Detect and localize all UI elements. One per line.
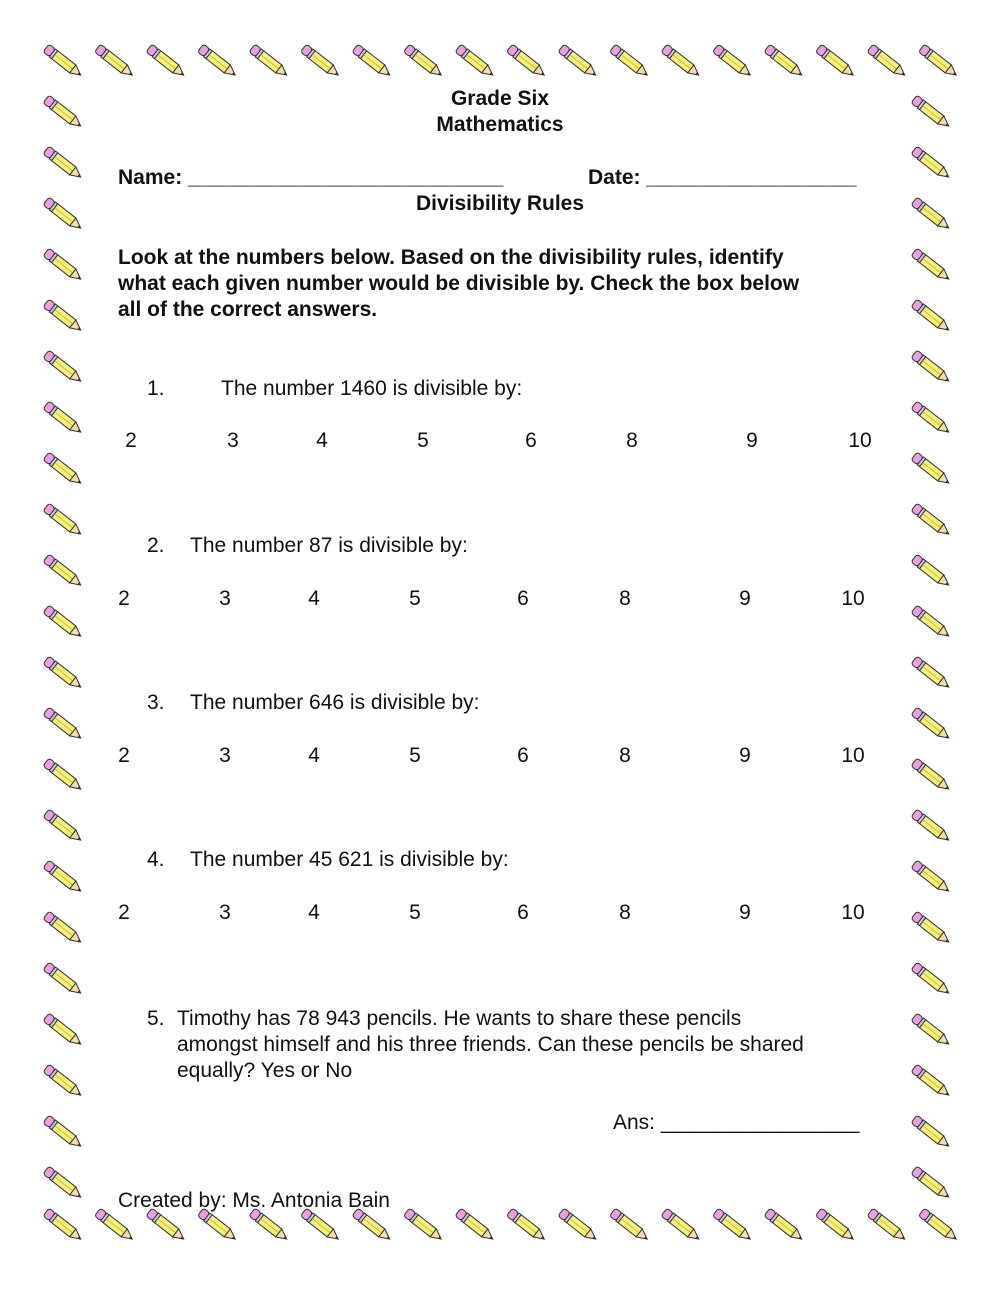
pencil-icon xyxy=(609,44,650,79)
pencil-icon xyxy=(403,44,444,79)
pencil-icon xyxy=(352,44,393,79)
pencil-icon xyxy=(911,605,952,640)
pencil-icon xyxy=(43,707,84,742)
option[interactable]: 4 xyxy=(308,744,320,767)
pencil-icon xyxy=(249,44,290,79)
pencil-icon xyxy=(558,1208,599,1243)
option[interactable]: 9 xyxy=(739,901,751,924)
option[interactable]: 6 xyxy=(517,744,529,767)
option[interactable]: 10 xyxy=(848,429,872,452)
option[interactable]: 8 xyxy=(619,744,631,767)
pencil-icon xyxy=(558,44,599,79)
option[interactable]: 8 xyxy=(626,429,638,452)
pencil-icon xyxy=(911,1064,952,1099)
option[interactable]: 3 xyxy=(219,587,231,610)
pencil-icon xyxy=(911,1166,952,1201)
pencil-icon xyxy=(300,44,341,79)
pencil-icon xyxy=(911,452,952,487)
option[interactable]: 5 xyxy=(409,587,421,610)
word-problem-line: equally? Yes or No xyxy=(177,1059,353,1082)
pencil-icon xyxy=(197,44,238,79)
pencil-icon xyxy=(43,911,84,946)
pencil-icon xyxy=(764,1208,805,1243)
page-title: Divisibility Rules xyxy=(415,192,585,215)
pencil-icon xyxy=(815,1208,856,1243)
pencil-icon xyxy=(506,44,547,79)
option[interactable]: 5 xyxy=(417,429,429,452)
option[interactable]: 2 xyxy=(118,901,130,924)
option[interactable]: 9 xyxy=(739,744,751,767)
pencil-icon xyxy=(918,1208,959,1243)
pencil-icon xyxy=(815,44,856,79)
pencil-icon xyxy=(43,1013,84,1048)
option[interactable]: 3 xyxy=(219,901,231,924)
pencil-icon xyxy=(911,146,952,181)
question-number: 1. xyxy=(147,377,165,400)
pencil-icon xyxy=(661,44,702,79)
instructions-line: all of the correct answers. xyxy=(118,298,378,321)
pencil-icon xyxy=(43,860,84,895)
question-number: 2. xyxy=(147,534,165,557)
option[interactable]: 3 xyxy=(227,429,239,452)
pencil-icon xyxy=(43,605,84,640)
pencil-icon xyxy=(403,1208,444,1243)
question-text: The number 646 is divisible by: xyxy=(190,691,480,714)
option[interactable]: 5 xyxy=(409,901,421,924)
pencil-icon xyxy=(506,1208,547,1243)
pencil-icon xyxy=(43,656,84,691)
pencil-icon xyxy=(43,554,84,589)
pencil-icon xyxy=(911,911,952,946)
option[interactable]: 10 xyxy=(841,901,865,924)
pencil-icon xyxy=(94,44,135,79)
pencil-icon xyxy=(43,452,84,487)
word-problem-line: amongst himself and his three friends. Can these pencils be shared xyxy=(177,1033,804,1056)
pencil-icon xyxy=(911,809,952,844)
option[interactable]: 9 xyxy=(746,429,758,452)
pencil-icon xyxy=(609,1208,650,1243)
pencil-icon xyxy=(43,809,84,844)
author-credit: Created by: Ms. Antonia Bain xyxy=(118,1189,390,1212)
pencil-icon xyxy=(43,401,84,436)
question-text: The number 87 is divisible by: xyxy=(190,534,468,557)
question-number: 3. xyxy=(147,691,165,714)
pencil-icon xyxy=(911,962,952,997)
pencil-icon xyxy=(43,1166,84,1201)
option[interactable]: 3 xyxy=(219,744,231,767)
question-text: The number 1460 is divisible by: xyxy=(221,377,523,400)
option[interactable]: 10 xyxy=(841,744,865,767)
pencil-icon xyxy=(43,350,84,385)
pencil-icon xyxy=(43,503,84,538)
option[interactable]: 6 xyxy=(517,901,529,924)
pencil-icon xyxy=(712,44,753,79)
pencil-icon xyxy=(146,44,187,79)
option[interactable]: 4 xyxy=(308,587,320,610)
pencil-icon xyxy=(911,758,952,793)
pencil-icon xyxy=(43,758,84,793)
answer-field[interactable]: Ans: _________________ xyxy=(613,1111,860,1134)
pencil-icon xyxy=(911,707,952,742)
pencil-icon xyxy=(43,248,84,283)
pencil-icon xyxy=(911,401,952,436)
option[interactable]: 2 xyxy=(118,744,130,767)
pencil-icon xyxy=(867,1208,908,1243)
option[interactable]: 5 xyxy=(409,744,421,767)
option[interactable]: 8 xyxy=(619,901,631,924)
option[interactable]: 6 xyxy=(517,587,529,610)
pencil-icon xyxy=(911,1115,952,1150)
question-text: The number 45 621 is divisible by: xyxy=(190,848,509,871)
name-field-label: Name: ___________________________ xyxy=(118,166,504,189)
pencil-icon xyxy=(43,299,84,334)
option[interactable]: 6 xyxy=(525,429,537,452)
date-field-label: Date: __________________ xyxy=(588,166,857,189)
option[interactable]: 8 xyxy=(619,587,631,610)
word-problem-line: Timothy has 78 943 pencils. He wants to share these pencils xyxy=(177,1007,742,1030)
question-number: 5. xyxy=(147,1007,165,1030)
pencil-icon xyxy=(661,1208,702,1243)
subject-heading: Mathematics xyxy=(436,113,564,136)
pencil-icon xyxy=(911,299,952,334)
pencil-icon xyxy=(455,1208,496,1243)
pencil-icon xyxy=(43,962,84,997)
pencil-icon xyxy=(712,1208,753,1243)
pencil-icon xyxy=(764,44,805,79)
option[interactable]: 4 xyxy=(308,901,320,924)
pencil-icon xyxy=(43,1064,84,1099)
pencil-icon xyxy=(867,44,908,79)
pencil-icon xyxy=(911,350,952,385)
option[interactable]: 4 xyxy=(316,429,328,452)
pencil-icon xyxy=(43,1208,84,1243)
pencil-icon xyxy=(911,1013,952,1048)
pencil-icon xyxy=(911,503,952,538)
option[interactable]: 10 xyxy=(841,587,865,610)
option[interactable]: 2 xyxy=(125,429,137,452)
pencil-icon xyxy=(918,44,959,79)
instructions-line: what each given number would be divisible by. Check the box below xyxy=(118,272,800,295)
pencil-icon xyxy=(455,44,496,79)
grade-heading: Grade Six xyxy=(450,87,550,110)
pencil-icon xyxy=(911,656,952,691)
pencil-icon xyxy=(911,248,952,283)
option[interactable]: 9 xyxy=(739,587,751,610)
instructions-line: Look at the numbers below. Based on the divisibility rules, identify xyxy=(118,246,784,269)
question-number: 4. xyxy=(147,848,165,871)
pencil-icon xyxy=(43,146,84,181)
pencil-icon xyxy=(43,1115,84,1150)
pencil-icon xyxy=(911,860,952,895)
option[interactable]: 2 xyxy=(118,587,130,610)
pencil-icon xyxy=(43,44,84,79)
pencil-icon xyxy=(911,554,952,589)
